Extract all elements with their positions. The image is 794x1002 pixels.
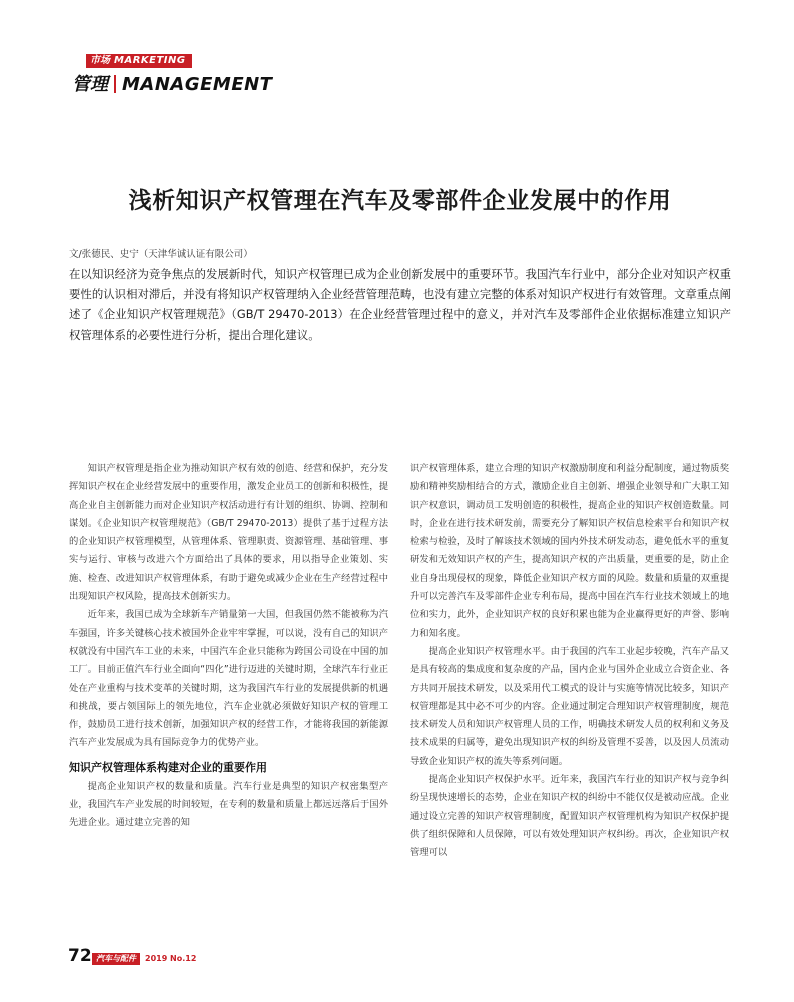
section-header (72, 70, 272, 96)
section-tag-en: MARKETING (114, 55, 186, 66)
header-divider (114, 75, 116, 93)
body-column-right (410, 460, 729, 863)
paragraph-continued: 识产权管理体系，建立合理的知识产权激励制度和利益分配制度，通过物质奖励和精神奖励相结合的方式，激励企业自主创新、增强企业领导和广大职工知识产权意识，调动员工发明创造的积极性，提高企业的知识产权创造数量。同时，企业在进行技术研发前，需要充分了解知识产权信息检索平台和知识产权检索与检验，及时了解该技术领域的国内外技术研发动态，避免低水平的重复研发和无效知识产权的产生，提高知识产权的产出质量，更重要的是，防止企业自身出现侵权的现象，降低企业知识产权方面的风险。数量和质量的双重提升可以完善汽车及零部件企业专利布局，提高中国在汽车行业技术领域上的地位和实力，此外，企业知识产权的良好积累也能为企业赢得更好的声誉、影响力和知名度。 (410, 463, 729, 639)
paragraph: 提高企业知识产权的数量和质量。汽车行业是典型的知识产权密集型产业，我国汽车产业发展的时间较短，在专利的数量和质量上都远远落后于国外先进企业。通过建立完善的知 (69, 780, 388, 829)
magazine-name: 汽车与配件 (92, 953, 140, 965)
paragraph: 近年来，我国已成为全球新车产销量第一大国，但我国仍然不能被称为汽车强国，许多关键核心技术被国外企业牢牢掌握，可以说，没有自己的知识产权就没有中国汽车工业的未来，中国汽车企业只能称为跨国公司设在中国的加工厂。目前正值汽车行业全面向“四化”进行迈进的关键时期，全球汽车行业正处在产业重构与技术变革的关键时期，这为我国汽车行业的发展提供新的机遇和挑战，要占领国际上的领先地位，汽车企业就必须做好知识产权的管理工作，鼓励员工进行技术创新，加强知识产权的经营工作，才能将我国的新能源汽车产业发展成为具有国际竞争力的优势产业。 (69, 609, 388, 749)
article-abstract: 在以知识经济为竞争焦点的发展新时代，知识产权管理已成为企业创新发展中的重要环节。我国汽车行业中，部分企业对知识产权重要性的认识相对滞后，并没有将知识产权管理纳入企业经营管理范畴，也没有建立完整的体系对知识产权进行有效管理。文章重点阐述了《企业知识产权管理规范》（GB/T 29470-2013）在企业经营管理过程中的意义，并对汽车及零部件企业依据标准建立知识产权管理体系的必要性进行分析，提出合理化建议。 (69, 267, 731, 342)
section-tag-cn: 市场 (90, 55, 110, 66)
body-column-left (69, 460, 388, 833)
paragraph: 提高企业知识产权管理水平。由于我国的汽车工业起步较晚，汽车产品又是具有较高的集成度和复杂度的产品，国内企业与国外企业成立合资企业、各方共同开展技术研发，以及采用代工模式的设计与实施等情况比较多，知识产权管理都是其中必不可少的内容。企业通过制定合理知识产权管理制度，规范技术研发人员和知识产权管理人员的工作，明确技术研发人员的权利和义务及技术成果的归属等，避免出现知识产权的纠纷及管理不妥善，以及因人员流动导致企业知识产权的流失等系列问题。 (410, 645, 729, 767)
page-number: 72 (68, 946, 92, 966)
paragraph: 提高企业知识产权保护水平。近年来，我国汽车行业的知识产权与竞争纠纷呈现快速增长的态势，企业在知识产权的纠纷中不能仅仅是被动应战。企业通过设立完善的知识产权管理制度，配置知识产权管理机构为知识产权保护提供了组织保障和人员保障，可以有效处理知识产权纠纷。再次，企业知识产权管理可以 (410, 774, 729, 859)
issue-number: 2019 No.12 (145, 954, 197, 963)
article-author: 文/张德民、史宁（天津华诚认证有限公司） (69, 249, 253, 260)
section-header-cn: 管理 (72, 74, 108, 95)
paragraph: 知识产权管理是指企业为推动知识产权有效的创造、经营和保护，充分发挥知识产权在企业经营发展中的重要作用，激发企业员工的创新和积极性，提高企业自主创新能力而对企业知识产权活动进行有计划的组织、协调、控制和谋划。《企业知识产权管理规范》（GB/T 29470-2013）提供了基于过程方法的企业知识产权管理模型，从管理体系、管理职责、资源管理、基础管理、事实与运行、审核与改进六个方面给出了具体的要求，用以指导企业策划、实施、检查、改进知识产权管理体系，有助于避免或减少企业在生产经营过程中出现知识产权风险，提高技术创新实力。 (69, 463, 388, 603)
section-heading: 知识产权管理体系构建对企业的重要作用 (69, 760, 267, 774)
section-header-en: MANAGEMENT (122, 74, 273, 95)
article-title: 浅析知识产权管理在汽车及零部件企业发展中的作用 (128, 188, 672, 214)
section-tag (86, 54, 192, 68)
